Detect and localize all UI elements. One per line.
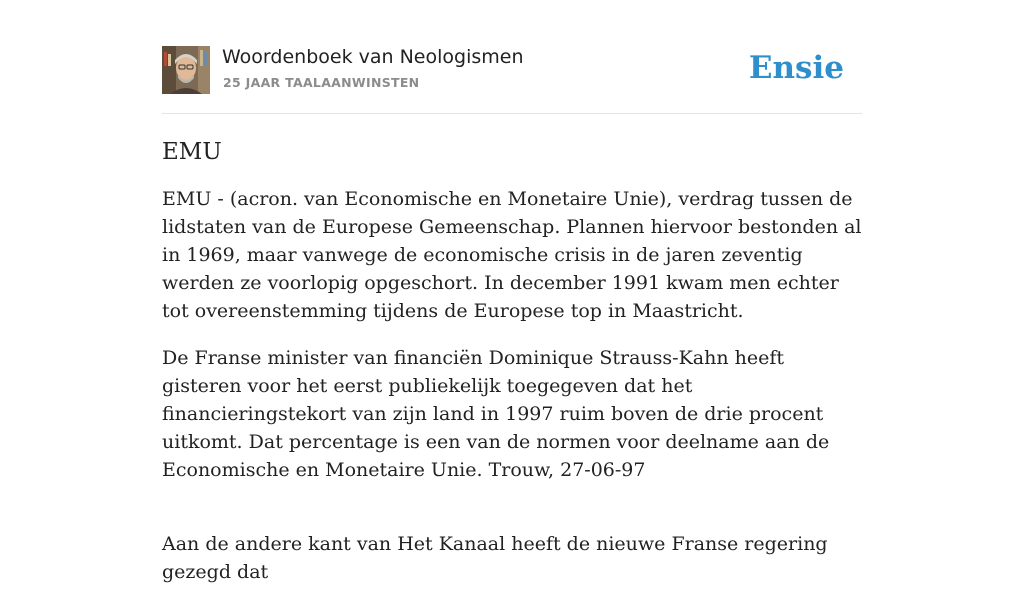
entry-quote-2: Aan de andere kant van Het Kanaal heeft de nieuwe Franse regering gezegd dat bbox=[162, 533, 828, 583]
site-header bbox=[162, 46, 862, 96]
site-title[interactable]: Woordenboek van Neologismen bbox=[222, 46, 524, 68]
entry-title: EMU bbox=[162, 139, 222, 165]
header-divider bbox=[162, 113, 862, 114]
author-avatar[interactable] bbox=[162, 46, 210, 94]
entry-article bbox=[162, 136, 866, 605]
ensie-logo-link[interactable]: Ensie bbox=[748, 50, 844, 86]
site-subtitle: 25 JAAR TAALAANWINSTEN bbox=[223, 75, 420, 90]
entry-definition: EMU - (acron. van Economische en Monetaire Unie), verdrag tussen de lidstaten van de Europese Gemeenschap. Plannen hiervoor bestonden al in 1969, maar vanwege de economische crisis in de jaren zeventig werden ze voorlopig opgeschort. In december 1991 kwam men echter tot overeenstemming tijdens de Europese top in Maastricht. bbox=[162, 188, 862, 322]
entry-quote: De Franse minister van financiën Dominique Strauss-Kahn heeft gisteren voor het eerst publiekelijk toegegeven dat het financieringstekort van zijn land in 1997 ruim boven de drie procent uitkomt. Dat percentage is een van de normen voor deelname aan de Economische en Monetaire Unie. Trouw, 27-06-97 bbox=[162, 347, 830, 481]
avatar-portrait-icon bbox=[162, 46, 210, 94]
